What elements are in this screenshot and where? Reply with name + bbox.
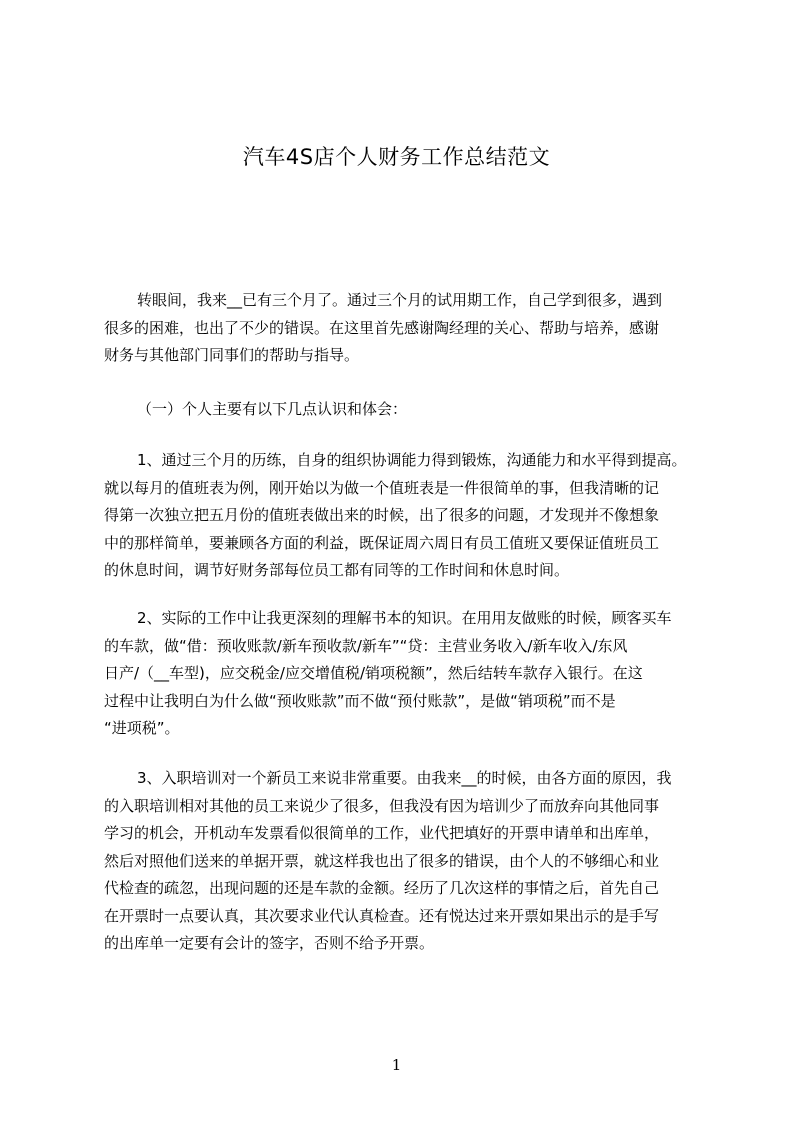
paragraph-line: 2、实际的工作中让我更深刻的理解书本的知识。在用用友做账的时候，顾客买车 xyxy=(137,609,672,627)
paragraph-line: 3、入职培训对一个新员工来说非常重要。由我来__的时候，由各方面的原因，我 xyxy=(137,769,672,787)
paragraph-line: “进项税”。 xyxy=(104,719,180,737)
paragraph-item-1 xyxy=(104,447,724,585)
paragraph-line: 就以每月的值班表为例，刚开始以为做一个值班表是一件很简单的事，但我清晰的记 xyxy=(104,478,660,497)
section-heading-text: （一）个人主要有以下几点认识和体会： xyxy=(137,400,408,418)
paragraph-line: 代检查的疏忽，出现问题的还是车款的金额。经历了几次这样的事情之后，首先自己 xyxy=(104,879,660,897)
paragraph-line: 财务与其他部门同事们的帮助与指导。 xyxy=(104,346,360,364)
paragraph-item-3 xyxy=(104,765,724,958)
paragraph-line: 的车款，做“借：预收账款/新车预收款/新车”“贷：主营业务收入/新车收入/东风 xyxy=(104,636,628,655)
paragraph-line: 学习的机会，开机动车发票看似很简单的工作，业代把填好的开票申请单和出库单， xyxy=(104,824,660,842)
paragraph-line: 很多的困难，也出了不少的错误。在这里首先感谢陶经理的关心、帮助与培养，感谢 xyxy=(104,318,660,337)
paragraph-line: 日产/（__车型)，应交税金/应交增值税/销项税额”，然后结转车款存入银行。在这 xyxy=(104,664,643,682)
page-number: 1 xyxy=(391,1056,402,1074)
paragraph-line: 的出库单一定要有会计的签字，否则不给予开票。 xyxy=(104,934,435,952)
paragraph-line: 过程中让我明白为什么做“预收账款”而不做“预付账款”，是做“销项税”而不是 xyxy=(104,691,616,710)
section-heading xyxy=(104,396,724,424)
paragraph-line: 转眼间，我来__已有三个月了。通过三个月的试用期工作，自己学到很多，遇到 xyxy=(137,291,663,309)
paragraph-line: 在开票时一点要认真，其次要求业代认真检查。还有悦达过来开票如果出示的是手写 xyxy=(104,906,660,925)
paragraph-item-2 xyxy=(104,605,724,743)
paragraph-line: 1、通过三个月的历练，自身的组织协调能力得到锻炼，沟通能力和水平得到提高。 xyxy=(137,451,687,469)
paragraph-line: 中的那样简单，要兼顾各方面的利益，既保证周六周日有员工值班又要保证值班员工 xyxy=(104,533,660,552)
paragraph-line: 得第一次独立把五月份的值班表做出来的时候，出了很多的问题，才发现并不像想象 xyxy=(104,506,660,524)
paragraph-line: 然后对照他们送来的单据开票，就这样我也出了很多的错误，由个人的不够细心和业 xyxy=(104,851,660,870)
paragraph-line: 的入职培训相对其他的员工来说少了很多，但我没有因为培训少了而放弃向其他同事 xyxy=(104,796,660,815)
paragraph-line: 的休息时间，调节好财务部每位员工都有同等的工作时间和休息时间。 xyxy=(104,561,570,579)
paragraph-intro xyxy=(104,287,724,370)
document-title: 汽车4S店个人财务工作总结范文 xyxy=(242,145,551,169)
